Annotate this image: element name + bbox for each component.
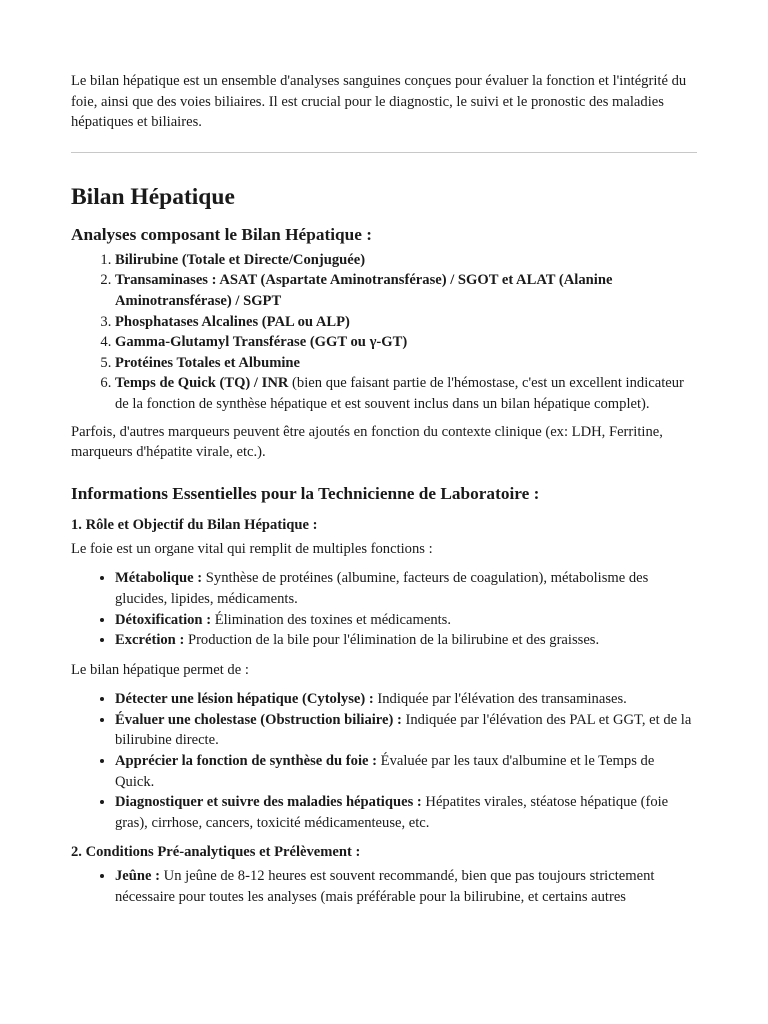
list-item-text: Indiquée par l'élévation des transaminases. bbox=[373, 691, 627, 708]
list-item-text: Synthèse de protéines (albumine, facteurs de coagulation), métabolisme des glucides, lipides, médicaments. bbox=[115, 570, 649, 607]
list-item-term: Métabolique : bbox=[115, 570, 203, 587]
list-item-text: Un jeûne de 8-12 heures est souvent recommandé, bien que pas toujours strictement nécessaire pour toutes les analyses (mais préférable pour la bilirubine, et certains autres bbox=[115, 868, 655, 906]
list-item bbox=[115, 751, 697, 792]
analysis-item bbox=[115, 312, 697, 333]
list-item-term: Excrétion : bbox=[115, 632, 185, 649]
analysis-item bbox=[115, 332, 697, 353]
list-item bbox=[115, 710, 697, 751]
list-item-term: Diagnostiquer et suivre des maladies hépatiques : bbox=[115, 794, 422, 811]
list-item-text: Élimination des toxines et médicaments. bbox=[211, 611, 451, 628]
list-item bbox=[115, 792, 697, 833]
analysis-item-name: Temps de Quick (TQ) / INR bbox=[115, 375, 289, 392]
list-item-term: Détoxification : bbox=[115, 611, 212, 628]
list-item bbox=[115, 689, 697, 710]
analysis-item-name: Phosphatases Alcalines (PAL ou ALP) bbox=[115, 313, 350, 330]
analysis-item bbox=[115, 250, 697, 271]
list-item-text: Hépatites virales, stéatose hépatique (foie gras), cirrhose, cancers, toxicité médicamenteuse, etc. bbox=[115, 794, 669, 831]
essentials-heading: Informations Essentielles pour la Technicienne de Laboratoire : bbox=[71, 483, 540, 503]
list-item-text: Indiquée par l'élévation des PAL et GGT, et de la bilirubine directe. bbox=[115, 711, 692, 749]
analysis-item-name: Protéines Totales et Albumine bbox=[115, 354, 300, 371]
list-item-term: Évaluer une cholestase (Obstruction biliaire) : bbox=[115, 711, 402, 728]
analysis-item-note: (bien que faisant partie de l'hémostase, c'est un excellent indicateur de la fonction de synthèse hépatique et est souvent inclus dans un bilan hépatique complet). bbox=[115, 375, 684, 412]
list-item bbox=[115, 568, 697, 609]
list-item-term: Détecter une lésion hépatique (Cytolyse) : bbox=[115, 691, 374, 708]
analyses-list bbox=[71, 250, 697, 415]
analysis-item-name: Transaminases : ASAT (Aspartate Aminotransférase) / SGOT et ALAT (Alanine Aminotransférase) / SGPT bbox=[115, 272, 613, 309]
conditions-heading: 2. Conditions Pré-analytiques et Prélèvement : bbox=[71, 844, 361, 861]
analysis-item-name: Gamma-Glutamyl Transférase (GGT ou γ-GT) bbox=[115, 334, 408, 351]
analysis-item-name: Bilirubine (Totale et Directe/Conjuguée) bbox=[115, 251, 366, 268]
purpose-intro: Le bilan hépatique permet de : bbox=[71, 661, 249, 678]
intro-paragraph: Le bilan hépatique est un ensemble d'analyses sanguines conçues pour évaluer la fonction et l'intégrité du foie, ainsi que des voies biliaires. Il est crucial pour le diagnostic, le suivi et le pronostic des maladies hépatiques et biliaires. bbox=[71, 73, 687, 131]
analysis-item bbox=[115, 373, 697, 414]
analysis-item bbox=[115, 353, 697, 374]
conditions-list bbox=[71, 866, 697, 907]
analyses-heading: Analyses composant le Bilan Hépatique : bbox=[71, 224, 373, 244]
page-title: Bilan Hépatique bbox=[71, 183, 235, 210]
list-item bbox=[115, 630, 697, 651]
list-item-term: Jeûne : bbox=[115, 868, 160, 885]
list-item bbox=[115, 610, 697, 631]
analysis-item bbox=[115, 270, 697, 311]
purposes-list bbox=[71, 689, 697, 833]
list-item-term: Apprécier la fonction de synthèse du foie : bbox=[115, 753, 377, 770]
functions-list bbox=[71, 568, 697, 650]
list-item-text: Évaluée par les taux d'albumine et le Temps de Quick. bbox=[115, 753, 655, 790]
divider bbox=[71, 152, 697, 153]
role-heading: 1. Rôle et Objectif du Bilan Hépatique : bbox=[71, 516, 318, 533]
analyses-note: Parfois, d'autres marqueurs peuvent être ajoutés en fonction du contexte clinique (ex: LDH, Ferritine, marqueurs d'hépatite virale, etc.). bbox=[71, 423, 663, 461]
role-intro: Le foie est un organe vital qui remplit de multiples fonctions : bbox=[71, 540, 433, 557]
list-item bbox=[115, 866, 697, 907]
list-item-text: Production de la bile pour l'élimination de la bilirubine et des graisses. bbox=[184, 632, 600, 649]
